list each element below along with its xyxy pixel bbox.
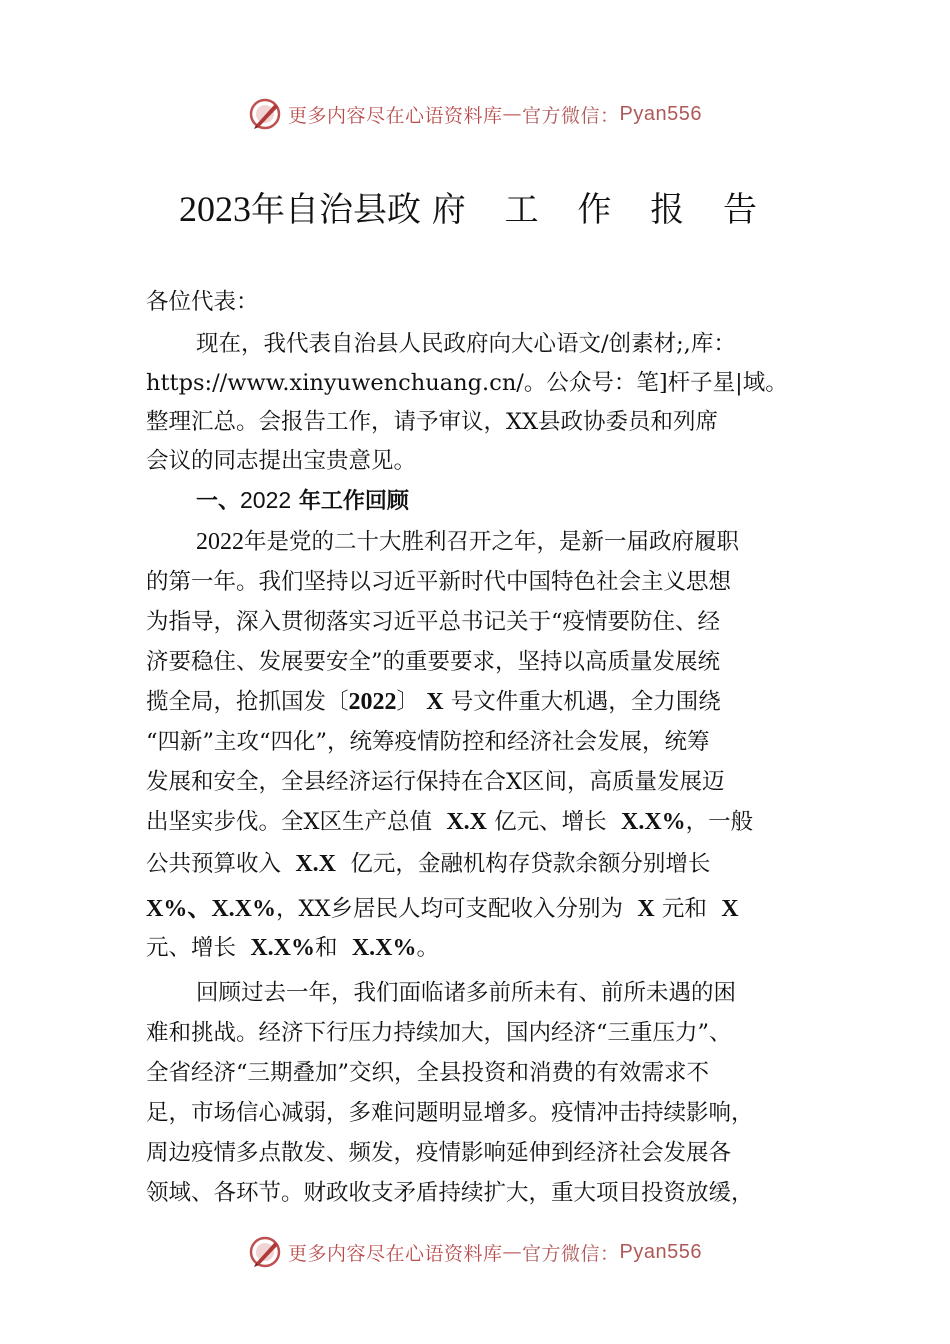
para1-l11-and: 和 bbox=[315, 935, 338, 961]
para1-l8-a: 出坚实步伐。全X区生产总值 bbox=[146, 809, 433, 835]
para1-l9-a: 公共预算收入 bbox=[146, 851, 282, 877]
section-heading-1 bbox=[196, 484, 409, 515]
banner-separator: — bbox=[502, 1241, 523, 1263]
para2-line-1: 回顾过去一年，我们面临诸多前所未有、前所未遇的困 bbox=[196, 980, 737, 1006]
para1-l8-e: ，一般 bbox=[685, 809, 754, 835]
para1-line-10 bbox=[146, 888, 739, 923]
para1-l8-c: 亿元、增长 bbox=[494, 809, 607, 835]
banner-wechat-id: Pyan556 bbox=[619, 102, 702, 125]
para1-l8-gdp: X.X bbox=[446, 809, 488, 835]
para1-l10-x2: X bbox=[721, 896, 739, 922]
para2-line-6: 领域、各环节。财政收支矛盾持续扩大，重大项目投资放缓， bbox=[146, 1180, 754, 1206]
para1-l11-rate2: X.X% bbox=[351, 935, 417, 961]
para1-l10-b: ，XX乡居民人均可支配收入分别为 bbox=[276, 896, 624, 922]
para1-l9-revenue: X.X bbox=[295, 851, 336, 877]
para1-line-11 bbox=[146, 930, 439, 962]
banner-wechat-label: 官方微信： bbox=[522, 1242, 620, 1265]
para1-l11-a: 元、增长 bbox=[146, 935, 237, 961]
para2-line-2: 难和挑战。经济下行压力持续加大，国内经济“三重压力”、 bbox=[146, 1020, 732, 1046]
title-year: 2023 bbox=[178, 189, 251, 229]
intro-line-4: 会议的同志提出宝贵意见。 bbox=[146, 448, 417, 474]
heading-year: 2022 bbox=[240, 487, 292, 513]
para1-l10-x1: X bbox=[637, 896, 655, 922]
para1-line-1-text: 年是党的二十大胜利召开之年，是新一届政府履职 bbox=[244, 529, 740, 555]
pen-logo-icon bbox=[248, 97, 282, 131]
intro-line-2: https://www.xinyuwenchuang.cn/。公众号：笔]杆子星|域。 bbox=[146, 370, 788, 396]
para1-l11-rate1: X.X% bbox=[250, 935, 315, 961]
para1-line-1 bbox=[196, 524, 739, 556]
salutation: 各位代表： bbox=[146, 289, 259, 315]
heading-suffix: 年工作回顾 bbox=[298, 489, 409, 514]
title-part2: 府 工 作 报 告 bbox=[431, 190, 772, 230]
para1-l5-year: 2022 bbox=[348, 689, 397, 715]
para1-l5-a: 揽全局，抢抓国发〔 bbox=[146, 689, 349, 715]
para1-l10-d: 元和 bbox=[661, 896, 707, 922]
para1-line-8 bbox=[146, 804, 753, 836]
banner-wechat-id: Pyan556 bbox=[619, 1240, 702, 1263]
intro-line-3: 整理汇总。会报告工作，请予审议，XX县政协委员和列席 bbox=[146, 409, 719, 435]
para1-l10-rates: X%、X.X% bbox=[146, 896, 276, 922]
para1-l8-growth: X.X% bbox=[621, 809, 686, 835]
para1-l11-end: 。 bbox=[416, 935, 440, 961]
para1-line-3: 为指导，深入贯彻落实习近平总书记关于“疫情要防住、经 bbox=[146, 609, 721, 635]
para1-l5-e: 号文件重大机遇，全力围绕 bbox=[450, 689, 721, 715]
banner-separator: — bbox=[502, 103, 523, 125]
para1-line-7: 发展和安全，全县经济运行保持在合X区间，高质量发展迈 bbox=[146, 769, 725, 795]
para1-line-4: 济要稳住、发展要安全”的重要要求，坚持以高质量发展统 bbox=[146, 649, 721, 675]
para1-line-5 bbox=[146, 684, 721, 716]
para2-line-5: 周边疫情多点散发、频发，疫情影响延伸到经济社会发展各 bbox=[146, 1140, 732, 1166]
title-part1: 年自治县政 bbox=[250, 190, 421, 230]
pen-logo-icon bbox=[248, 1235, 282, 1269]
banner-text: 更多内容尽在心语资料库 bbox=[288, 1242, 503, 1265]
watermark-banner-bottom bbox=[0, 1232, 950, 1272]
document-title bbox=[0, 182, 950, 231]
para1-l5-bracket: 〕 bbox=[396, 689, 420, 715]
para1-line-2: 的第一年。我们坚持以习近平新时代中国特色社会主义思想 bbox=[146, 569, 732, 595]
banner-text: 更多内容尽在心语资料库 bbox=[288, 104, 503, 127]
para1-line-6: “四新”主攻“四化”，统筹疫情防控和经济社会发展，统筹 bbox=[146, 729, 710, 755]
para1-l5-x: X bbox=[426, 689, 444, 715]
heading-prefix: 一、 bbox=[196, 489, 241, 514]
para1-l9-c: 亿元，金融机构存贷款余额分别增长 bbox=[350, 851, 711, 877]
para2-line-4: 足，市场信心减弱，多难问题明显增多。疫情冲击持续影响， bbox=[146, 1100, 754, 1126]
banner-wechat-label: 官方微信： bbox=[522, 104, 620, 127]
para2-line-3: 全省经济“三期叠加”交织，全县投资和消费的有效需求不 bbox=[146, 1060, 710, 1086]
intro-line-1: 现在，我代表自治县人民政府向大心语文/创素材;,库： bbox=[196, 331, 736, 357]
watermark-banner-top bbox=[0, 94, 950, 134]
para1-line-9 bbox=[146, 846, 710, 878]
para1-year: 2022 bbox=[196, 529, 244, 555]
